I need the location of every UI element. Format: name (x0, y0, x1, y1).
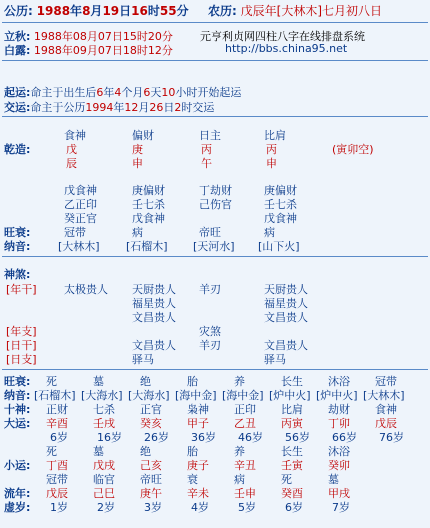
canggan-cell: 戊食神 (64, 184, 97, 197)
year-gan: 戊 (66, 143, 77, 156)
xiaoyun-cell: 己亥 (140, 459, 162, 472)
dayun-nayin-cell: [海中金] (175, 389, 217, 402)
dayun-wangshuai-cell: 长生 (281, 375, 303, 388)
xusui-label: 虚岁: (4, 501, 31, 514)
dayun-cell: 甲子 (187, 417, 209, 430)
dayun-age: 56岁 (285, 431, 310, 444)
dayun-wangshuai-cell: 冠带 (375, 375, 397, 388)
day-unit: 日 (119, 4, 132, 18)
solar-month: 8 (82, 4, 91, 18)
liunian-cell: 庚午 (140, 487, 162, 500)
bailu-date: 1988年09月07日18时12分 (33, 44, 173, 57)
dayun-shishen-cell: 正官 (140, 403, 162, 416)
dayun-shishen-cell: 正印 (234, 403, 256, 416)
year-zhi: 辰 (66, 157, 77, 170)
solar-minute: 55 (159, 4, 177, 18)
xiaoyun-cell: 戊戌 (93, 459, 115, 472)
shensha-item: 驿马 (264, 353, 286, 366)
jiaoyun-month: 12 (124, 101, 139, 114)
shensha-item: 文昌贵人 (132, 311, 176, 324)
lunar-text: 戊辰年[大林木]七月初八日 (240, 4, 383, 18)
xusui-cell: 2岁 (97, 501, 115, 514)
xiaoyun-bottom-cell: 帝旺 (140, 473, 162, 486)
liqiu-date: 1988年08月07日15时20分 (33, 30, 173, 43)
xusui-cell: 6岁 (285, 501, 303, 514)
dayun-nayin-cell: [大海水] (81, 389, 123, 402)
dayun-wangshuai-cell: 绝 (140, 375, 151, 388)
xiaoyun-top-cell: 绝 (140, 445, 151, 458)
solar-hour: 16 (131, 4, 148, 18)
xusui-cell: 3岁 (144, 501, 162, 514)
day-gan: 丙 (201, 143, 212, 156)
hour-zhi: 申 (266, 157, 277, 170)
divider (2, 369, 428, 370)
liunian-cell: 戊辰 (46, 487, 68, 500)
jiaoyun-row (4, 99, 214, 115)
liunian-cell: 甲戌 (328, 487, 350, 500)
lunar-label: 农历: (208, 4, 237, 18)
canggan-cell: 庚偏财 (132, 184, 165, 197)
canggan-cell: 壬七杀 (264, 198, 297, 211)
xiaoyun-bottom-cell: 墓 (328, 473, 339, 486)
canggan-cell: 戊食神 (264, 212, 297, 225)
dayun-nayin-cell: [炉中火] (269, 389, 311, 402)
shensha-item: 福星贵人 (132, 297, 176, 310)
dayun-age: 46岁 (238, 431, 263, 444)
nayin-cell: [山下火] (258, 240, 300, 253)
divider (2, 22, 428, 23)
wangshuai-cell: 病 (132, 226, 143, 239)
xusui-cell: 7岁 (332, 501, 350, 514)
kongwang: (寅卯空) (332, 143, 374, 156)
xusui-cell: 4岁 (191, 501, 209, 514)
xiaoyun-cell: 壬寅 (281, 459, 303, 472)
dayun-nayin-cell: [海中金] (222, 389, 264, 402)
hour-shishen: 比肩 (264, 129, 286, 142)
liunian-cell: 癸酉 (281, 487, 303, 500)
xiaoyun-top-cell: 死 (46, 445, 57, 458)
dayun-cell: 癸亥 (140, 417, 162, 430)
shensha-nianzhi-label: [年支] (6, 325, 37, 338)
jiaoyun-text: 月 (138, 101, 150, 114)
qiyun-label: 起运: (4, 86, 31, 99)
canggan-cell: 癸正官 (64, 212, 97, 225)
jiaoyun-text: 命主于公历 (30, 101, 86, 114)
jiaoyun-day: 26 (149, 101, 164, 114)
liunian-cell: 辛未 (187, 487, 209, 500)
dayun-label: 大运: (4, 417, 31, 430)
solar-label: 公历: (4, 4, 33, 18)
solar-year: 1988 (36, 4, 71, 18)
xiaoyun-label: 小运: (4, 459, 31, 472)
wangshuai-label: 旺衰: (4, 226, 31, 239)
bailu-label: 白露: (4, 44, 31, 57)
day-master: 日主 (199, 129, 221, 142)
dayun-cell: 辛酉 (46, 417, 68, 430)
dayun-wangshuai-cell: 墓 (93, 375, 104, 388)
shensha-item: 文昌贵人 (132, 339, 176, 352)
dayun-cell: 壬戌 (93, 417, 115, 430)
month-gan: 庚 (132, 143, 143, 156)
site-title: 元亨利贞网四柱八字在线排盘系统 (200, 30, 365, 43)
dayun-shishen-cell: 正财 (46, 403, 68, 416)
dayun-cell: 戊辰 (375, 417, 397, 430)
dayun-age: 6岁 (50, 431, 68, 444)
dayun-wangshuai-label: 旺衰: (4, 375, 31, 388)
dayun-shishen-cell: 劫财 (328, 403, 350, 416)
xiaoyun-bottom-cell: 冠带 (46, 473, 68, 486)
xiaoyun-bottom-cell: 死 (281, 473, 292, 486)
qiyun-text: 天 (150, 86, 162, 99)
dayun-age: 36岁 (191, 431, 216, 444)
qiyun-days: 6 (143, 86, 151, 99)
xiaoyun-cell: 庚子 (187, 459, 209, 472)
qiyun-years: 6 (96, 86, 104, 99)
liqiu-label: 立秋: (4, 30, 31, 43)
dayun-cell: 丙寅 (281, 417, 303, 430)
shensha-item: 文昌贵人 (264, 339, 308, 352)
dayun-shishen-cell: 七杀 (93, 403, 115, 416)
dayun-wangshuai-cell: 养 (234, 375, 245, 388)
shensha-year-label: [年干] (6, 283, 37, 296)
dayun-shishen-cell: 比肩 (281, 403, 303, 416)
dayun-age: 66岁 (332, 431, 357, 444)
dayun-nayin-cell: [大林木] (363, 389, 405, 402)
qiyun-text: 小时开始起运 (175, 86, 242, 99)
qiyun-text: 年 (103, 86, 115, 99)
solar-day: 19 (102, 4, 120, 18)
xiaoyun-top-cell: 墓 (93, 445, 104, 458)
qiyun-text: 命主于出生后 (30, 86, 97, 99)
xiaoyun-bottom-cell: 临官 (93, 473, 115, 486)
dayun-cell: 丁卯 (328, 417, 350, 430)
hour-unit: 时 (147, 4, 160, 18)
jiaoyun-year: 1994 (85, 101, 114, 114)
shensha-item: 天厨贵人 (264, 283, 308, 296)
month-shishen: 偏财 (132, 129, 154, 142)
qianzao-label: 乾造: (4, 143, 31, 156)
canggan-cell: 戊食神 (132, 212, 165, 225)
shensha-item: 文昌贵人 (264, 311, 308, 324)
xiaoyun-bottom-cell: 衰 (187, 473, 198, 486)
xiaoyun-top-cell: 长生 (281, 445, 303, 458)
divider (2, 116, 428, 117)
liunian-cell: 己巳 (93, 487, 115, 500)
nayin-label: 纳音: (4, 240, 31, 253)
dayun-shishen-cell: 食神 (375, 403, 397, 416)
xiaoyun-cell: 癸卯 (328, 459, 350, 472)
dayun-shishen-cell: 枭神 (187, 403, 209, 416)
year-unit: 年 (70, 4, 83, 18)
day-zhi: 午 (201, 157, 212, 170)
nayin-cell: [大林木] (58, 240, 100, 253)
solar-date (4, 2, 189, 19)
qiyun-row (4, 84, 241, 100)
xiaoyun-cell: 丁酉 (46, 459, 68, 472)
xusui-cell: 5岁 (238, 501, 256, 514)
xiaoyun-top-cell: 养 (234, 445, 245, 458)
qiyun-text: 个月 (121, 86, 144, 99)
jiaoyun-hour: 2 (174, 101, 182, 114)
xiaoyun-top-cell: 沐浴 (328, 445, 350, 458)
year-shishen: 食神 (64, 129, 86, 142)
liunian-label: 流年: (4, 487, 31, 500)
canggan-cell: 己伤官 (199, 198, 232, 211)
shensha-rigan-label: [日干] (6, 339, 37, 352)
dayun-wangshuai-cell: 死 (46, 375, 57, 388)
canggan-cell: 丁劫财 (199, 184, 232, 197)
qiyun-months: 4 (114, 86, 122, 99)
xiaoyun-bottom-cell: 病 (234, 473, 245, 486)
canggan-cell: 壬七杀 (132, 198, 165, 211)
shensha-item: 羊刃 (199, 339, 221, 352)
wangshuai-cell: 冠带 (64, 226, 86, 239)
wangshuai-cell: 帝旺 (199, 226, 221, 239)
xiaoyun-cell: 辛丑 (234, 459, 256, 472)
bailu-row (4, 42, 173, 58)
minute-unit: 分 (176, 4, 189, 18)
jiaoyun-text: 年 (113, 101, 125, 114)
shensha-item: 灾煞 (199, 325, 221, 338)
dayun-nayin-cell: [大海水] (128, 389, 170, 402)
dayun-age: 16岁 (97, 431, 122, 444)
xiaoyun-top-cell: 胎 (187, 445, 198, 458)
shensha-rizhi-label: [日支] (6, 353, 37, 366)
shensha-item: 驿马 (132, 353, 154, 366)
month-unit: 月 (90, 4, 103, 18)
dayun-age: 26岁 (144, 431, 169, 444)
dayun-nayin-label: 纳音: (4, 389, 31, 402)
dayun-wangshuai-cell: 胎 (187, 375, 198, 388)
jiaoyun-text: 日 (163, 101, 175, 114)
nayin-cell: [天河水] (193, 240, 235, 253)
dayun-wangshuai-cell: 沐浴 (328, 375, 350, 388)
nayin-cell: [石榴木] (126, 240, 168, 253)
shensha-item: 羊刃 (199, 283, 221, 296)
canggan-cell: 乙正印 (64, 198, 97, 211)
dayun-nayin-cell: [炉中火] (316, 389, 358, 402)
divider (2, 60, 428, 61)
lunar-date (208, 2, 382, 19)
shensha-item: 天厨贵人 (132, 283, 176, 296)
shensha-label: 神煞: (4, 268, 31, 281)
jiaoyun-text: 时交运 (181, 101, 215, 114)
qiyun-hours: 10 (161, 86, 176, 99)
liunian-cell: 壬申 (234, 487, 256, 500)
dayun-nayin-cell: [石榴木] (34, 389, 76, 402)
dayun-age: 76岁 (379, 431, 404, 444)
month-zhi: 申 (132, 157, 143, 170)
canggan-cell: 庚偏财 (264, 184, 297, 197)
dayun-cell: 乙丑 (234, 417, 256, 430)
shensha-item: 福星贵人 (264, 297, 308, 310)
wangshuai-cell: 病 (264, 226, 275, 239)
shensha-item: 太极贵人 (64, 283, 108, 296)
hour-gan: 丙 (266, 143, 277, 156)
jiaoyun-label: 交运: (4, 101, 31, 114)
divider (2, 256, 428, 257)
xusui-cell: 1岁 (50, 501, 68, 514)
site-url[interactable]: http://bbs.china95.net (225, 42, 348, 55)
dayun-shishen-label: 十神: (4, 403, 31, 416)
